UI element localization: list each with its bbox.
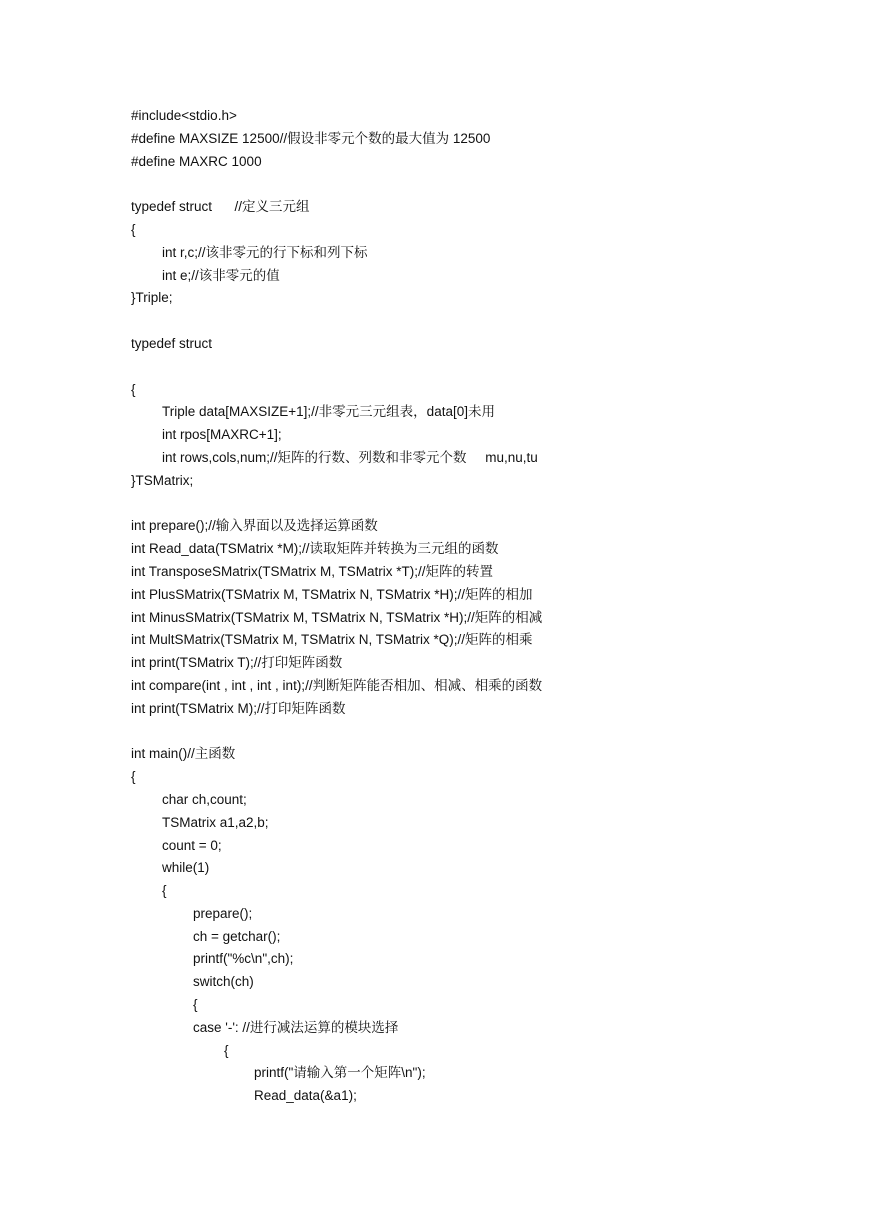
code-line: TSMatrix a1,a2,b; bbox=[162, 814, 269, 830]
code-line: typedef struct bbox=[131, 335, 213, 351]
code-line: int rows,cols,num;//矩阵的行数、列数和非零元个数 mu,nu,tu bbox=[162, 449, 538, 465]
code-line: case '-': //进行减法运算的模块选择 bbox=[193, 1019, 399, 1035]
code-line bbox=[131, 173, 831, 196]
code-line: while(1) bbox=[162, 860, 210, 876]
code-line: int print(TSMatrix T);//打印矩阵函数 bbox=[131, 655, 343, 671]
code-line: #include<stdio.h> bbox=[131, 108, 237, 123]
code-line: int MinusSMatrix(TSMatrix M, TSMatrix N, TSMatrix *H);//矩阵的相减 bbox=[131, 609, 543, 625]
code-line: printf("请输入第一个矩阵\n"); bbox=[254, 1065, 426, 1081]
code-line: int print(TSMatrix M);//打印矩阵函数 bbox=[131, 700, 346, 716]
code-document bbox=[131, 105, 831, 1108]
code-line: #define MAXRC 1000 bbox=[131, 153, 262, 169]
code-line: int TransposeSMatrix(TSMatrix M, TSMatrix *T);//矩阵的转置 bbox=[131, 563, 494, 579]
code-line: { bbox=[131, 769, 136, 785]
code-line: int rpos[MAXRC+1]; bbox=[162, 427, 282, 443]
code-line: { bbox=[131, 381, 136, 397]
code-line: int main()//主函数 bbox=[131, 746, 236, 762]
code-line: }Triple; bbox=[131, 290, 173, 306]
code-line: int Read_data(TSMatrix *M);//读取矩阵并转换为三元组的函数 bbox=[131, 541, 499, 557]
code-line: { bbox=[193, 997, 198, 1013]
code-line: Read_data(&a1); bbox=[254, 1088, 357, 1104]
code-line: }TSMatrix; bbox=[131, 472, 194, 488]
code-line: typedef struct //定义三元组 bbox=[131, 199, 310, 215]
code-line: int e;//该非零元的值 bbox=[162, 267, 280, 283]
code-line: prepare(); bbox=[193, 905, 253, 921]
code-line: int prepare();//输入界面以及选择运算函数 bbox=[131, 518, 378, 534]
code-line: ch = getchar(); bbox=[193, 928, 281, 944]
code-line bbox=[131, 356, 831, 379]
code-line: switch(ch) bbox=[193, 974, 254, 990]
code-line: Triple data[MAXSIZE+1];//非零元三元组表，data[0]未用 bbox=[162, 404, 495, 420]
code-line bbox=[131, 493, 831, 516]
code-line: int PlusSMatrix(TSMatrix M, TSMatrix N, TSMatrix *H);//矩阵的相加 bbox=[131, 586, 533, 602]
code-line: { bbox=[162, 883, 167, 899]
code-line: int compare(int , int , int , int);//判断矩阵能否相加、相减、相乘的函数 bbox=[131, 677, 543, 693]
code-line: { bbox=[224, 1042, 229, 1058]
code-line: #define MAXSIZE 12500//假设非零元个数的最大值为 12500 bbox=[131, 130, 491, 146]
code-line: printf("%c\n",ch); bbox=[193, 951, 294, 967]
code-line: int r,c;//该非零元的行下标和列下标 bbox=[162, 244, 368, 260]
code-line: char ch,count; bbox=[162, 791, 247, 807]
code-line bbox=[131, 310, 831, 333]
code-line bbox=[131, 721, 831, 744]
code-line: count = 0; bbox=[162, 837, 222, 853]
code-line: { bbox=[131, 221, 136, 237]
code-line: int MultSMatrix(TSMatrix M, TSMatrix N, TSMatrix *Q);//矩阵的相乘 bbox=[131, 632, 533, 648]
